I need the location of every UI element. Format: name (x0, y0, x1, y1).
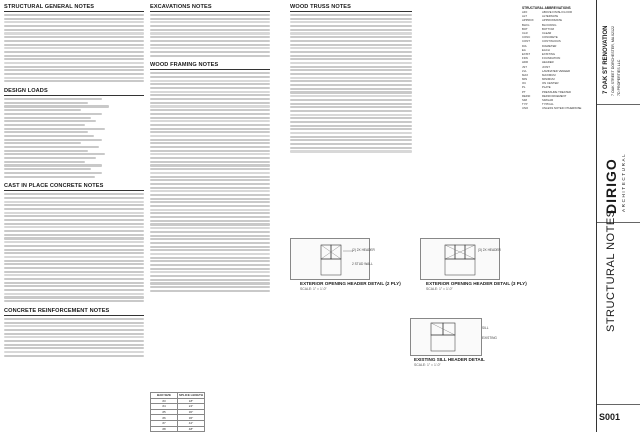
legend-desc: CLEAR (542, 31, 552, 36)
legend-abbr: APPROX (522, 18, 534, 23)
legend-abbr: MIN (522, 77, 528, 82)
legend-abbr: BLKG (522, 22, 530, 27)
excavations-body (150, 14, 270, 57)
table-cell: #8 (151, 426, 178, 432)
legend-desc: HEADER (542, 60, 554, 65)
legend-title: STRUCTURAL ABBREVIATIONS (522, 6, 571, 10)
legend-desc: APPROXIMATE (542, 18, 562, 23)
table-cell: 48" (178, 426, 205, 432)
legend-abbr: CLR (522, 31, 528, 36)
wood-framing-heading: WOOD FRAMING NOTES (150, 62, 270, 70)
legend-abbr: MAX (522, 72, 529, 77)
detail-2ply-scale: SCALE: 1" = 1'-0" (300, 287, 327, 291)
table-cell: #4 (151, 404, 178, 410)
legend-row (522, 106, 592, 110)
legend-desc: DIAMETER (542, 43, 557, 48)
column-left (4, 4, 144, 358)
table-header-cell: SPLICE LENGTH (178, 393, 203, 398)
header-2ply-section (291, 239, 369, 279)
detail-3ply-drawing (420, 238, 500, 280)
legend-rows (522, 10, 592, 111)
callout-sill: SILL (482, 326, 489, 330)
wood-truss-heading: WOOD TRUSS NOTES (290, 4, 412, 12)
legend-desc: FOUNDATION (542, 56, 561, 61)
legend-desc: LAMINATED VENEER (542, 68, 571, 73)
legend-desc: MAXIMUM (542, 72, 556, 77)
wood-framing-body (150, 72, 270, 292)
table-header-cell: BAR SIZE (151, 393, 178, 399)
firm-subtitle: ARCHITECTURAL (621, 152, 626, 212)
sheet-title: STRUCTURAL NOTES (605, 209, 617, 332)
firm-logo: DIRIGO (603, 158, 619, 214)
legend-abbr: PT (522, 89, 526, 94)
legend-abbr: BOT (522, 26, 528, 31)
callout-2x-header: (2) 2X HEADER (352, 248, 375, 252)
project-name: 7 OAK ST RENOVATION (603, 25, 609, 94)
legend-desc: ABOVE FINISH FLOOR (542, 10, 572, 15)
legend-abbr: HDR (522, 60, 529, 65)
cast-in-place-heading: CAST IN PLACE CONCRETE NOTES (4, 183, 144, 191)
detail-3ply-scale: SCALE: 1" = 1'-0" (426, 287, 453, 291)
sill-header-section (411, 319, 481, 355)
legend-desc: ALTERNATE (542, 14, 559, 19)
legend-abbr: LVL (522, 68, 527, 73)
legend-abbr: PL (522, 85, 526, 90)
table-row (151, 426, 205, 432)
legend-abbr: REINF (522, 93, 531, 98)
legend-desc: JOIST (542, 64, 550, 69)
callout-existing: EXISTING (482, 336, 497, 340)
legend-desc: CONTINUOUS (542, 39, 561, 44)
title-block (596, 0, 640, 432)
concrete-reinforcement-heading: CONCRETE REINFORCEMENT NOTES (4, 308, 144, 316)
table-cell: 42" (178, 420, 205, 426)
legend-desc: PRESSURE TREATED (542, 89, 571, 94)
legend-abbr: JST (522, 64, 527, 69)
design-loads-body (4, 98, 144, 178)
table-cell: 30" (178, 409, 205, 415)
detail-2ply-title: EXTERIOR OPENING HEADER DETAIL (2 PLY) (300, 281, 401, 286)
legend-abbr: TYP (522, 102, 528, 107)
detail-sill-drawing (410, 318, 482, 356)
legend-desc: UNLESS NOTED OTHERWISE (542, 106, 582, 111)
excavations-heading: EXCAVATIONS NOTES (150, 4, 270, 12)
design-loads-heading: DESIGN LOADS (4, 88, 144, 96)
column-middle (150, 4, 270, 294)
table-cell: 24" (178, 404, 205, 410)
legend-desc: CONCRETE (542, 35, 558, 40)
table-cell: #5 (151, 409, 178, 415)
project-address: 7 OAK STREET DORCHESTER, MA 02122 (611, 25, 615, 96)
legend-abbr: ALT (522, 14, 527, 19)
legend-abbr: UNO (522, 106, 529, 111)
legend-abbr: DIA (522, 43, 527, 48)
structural-general-notes-body (4, 14, 144, 82)
legend-desc: PLATE (542, 85, 551, 90)
structural-general-notes-heading: STRUCTURAL GENERAL NOTES (4, 4, 144, 12)
header-3ply-section (421, 239, 499, 279)
sheet-number: S001 (599, 412, 621, 422)
table-cell: #7 (151, 420, 178, 426)
callout-3x-header: (3) 2X HEADER (478, 248, 501, 252)
detail-2ply-drawing (290, 238, 370, 280)
legend-desc: BOTTOM (542, 26, 554, 31)
legend-abbr: CONT (522, 39, 530, 44)
concrete-reinforcement-body (4, 318, 144, 357)
legend-desc: SIMILAR (542, 98, 554, 103)
table-cell: 18" (178, 398, 205, 404)
detail-sill-title: EXISTING SILL HEADER DETAIL (414, 357, 485, 362)
legend-abbr: AFF (522, 10, 528, 15)
legend-desc: TYPICAL (542, 102, 554, 107)
legend-desc: REINFORCEMENT (542, 93, 567, 98)
legend-abbr: EA (522, 47, 526, 52)
lap-splice-table (150, 392, 205, 432)
cast-in-place-body (4, 193, 144, 302)
column-right (290, 4, 412, 154)
legend-abbr: SIM (522, 98, 527, 103)
legend-desc: BLOCKING (542, 22, 557, 27)
table-cell: #3 (151, 398, 178, 404)
legend-abbr: OC (522, 81, 527, 86)
table-cell: 36" (178, 415, 205, 421)
callout-stud-wall: 2 STUD WALL (352, 262, 373, 266)
wood-truss-body (290, 14, 412, 153)
legend-abbr: CONC (522, 35, 531, 40)
legend-desc: MINIMUM (542, 77, 555, 82)
detail-sill-scale: SCALE: 1" = 1'-0" (414, 363, 441, 367)
table-cell: #6 (151, 415, 178, 421)
legend-abbr: EXIST (522, 51, 531, 56)
detail-3ply-title: EXTERIOR OPENING HEADER DETAIL (3 PLY) (426, 281, 527, 286)
project-owner: 7D PROPERTIES LLC (617, 59, 621, 96)
legend-desc: EACH (542, 47, 550, 52)
legend-desc: EXISTING (542, 51, 556, 56)
abbreviations-legend (522, 6, 592, 111)
legend-desc: ON CENTER (542, 81, 559, 86)
legend-abbr: FDN (522, 56, 528, 61)
